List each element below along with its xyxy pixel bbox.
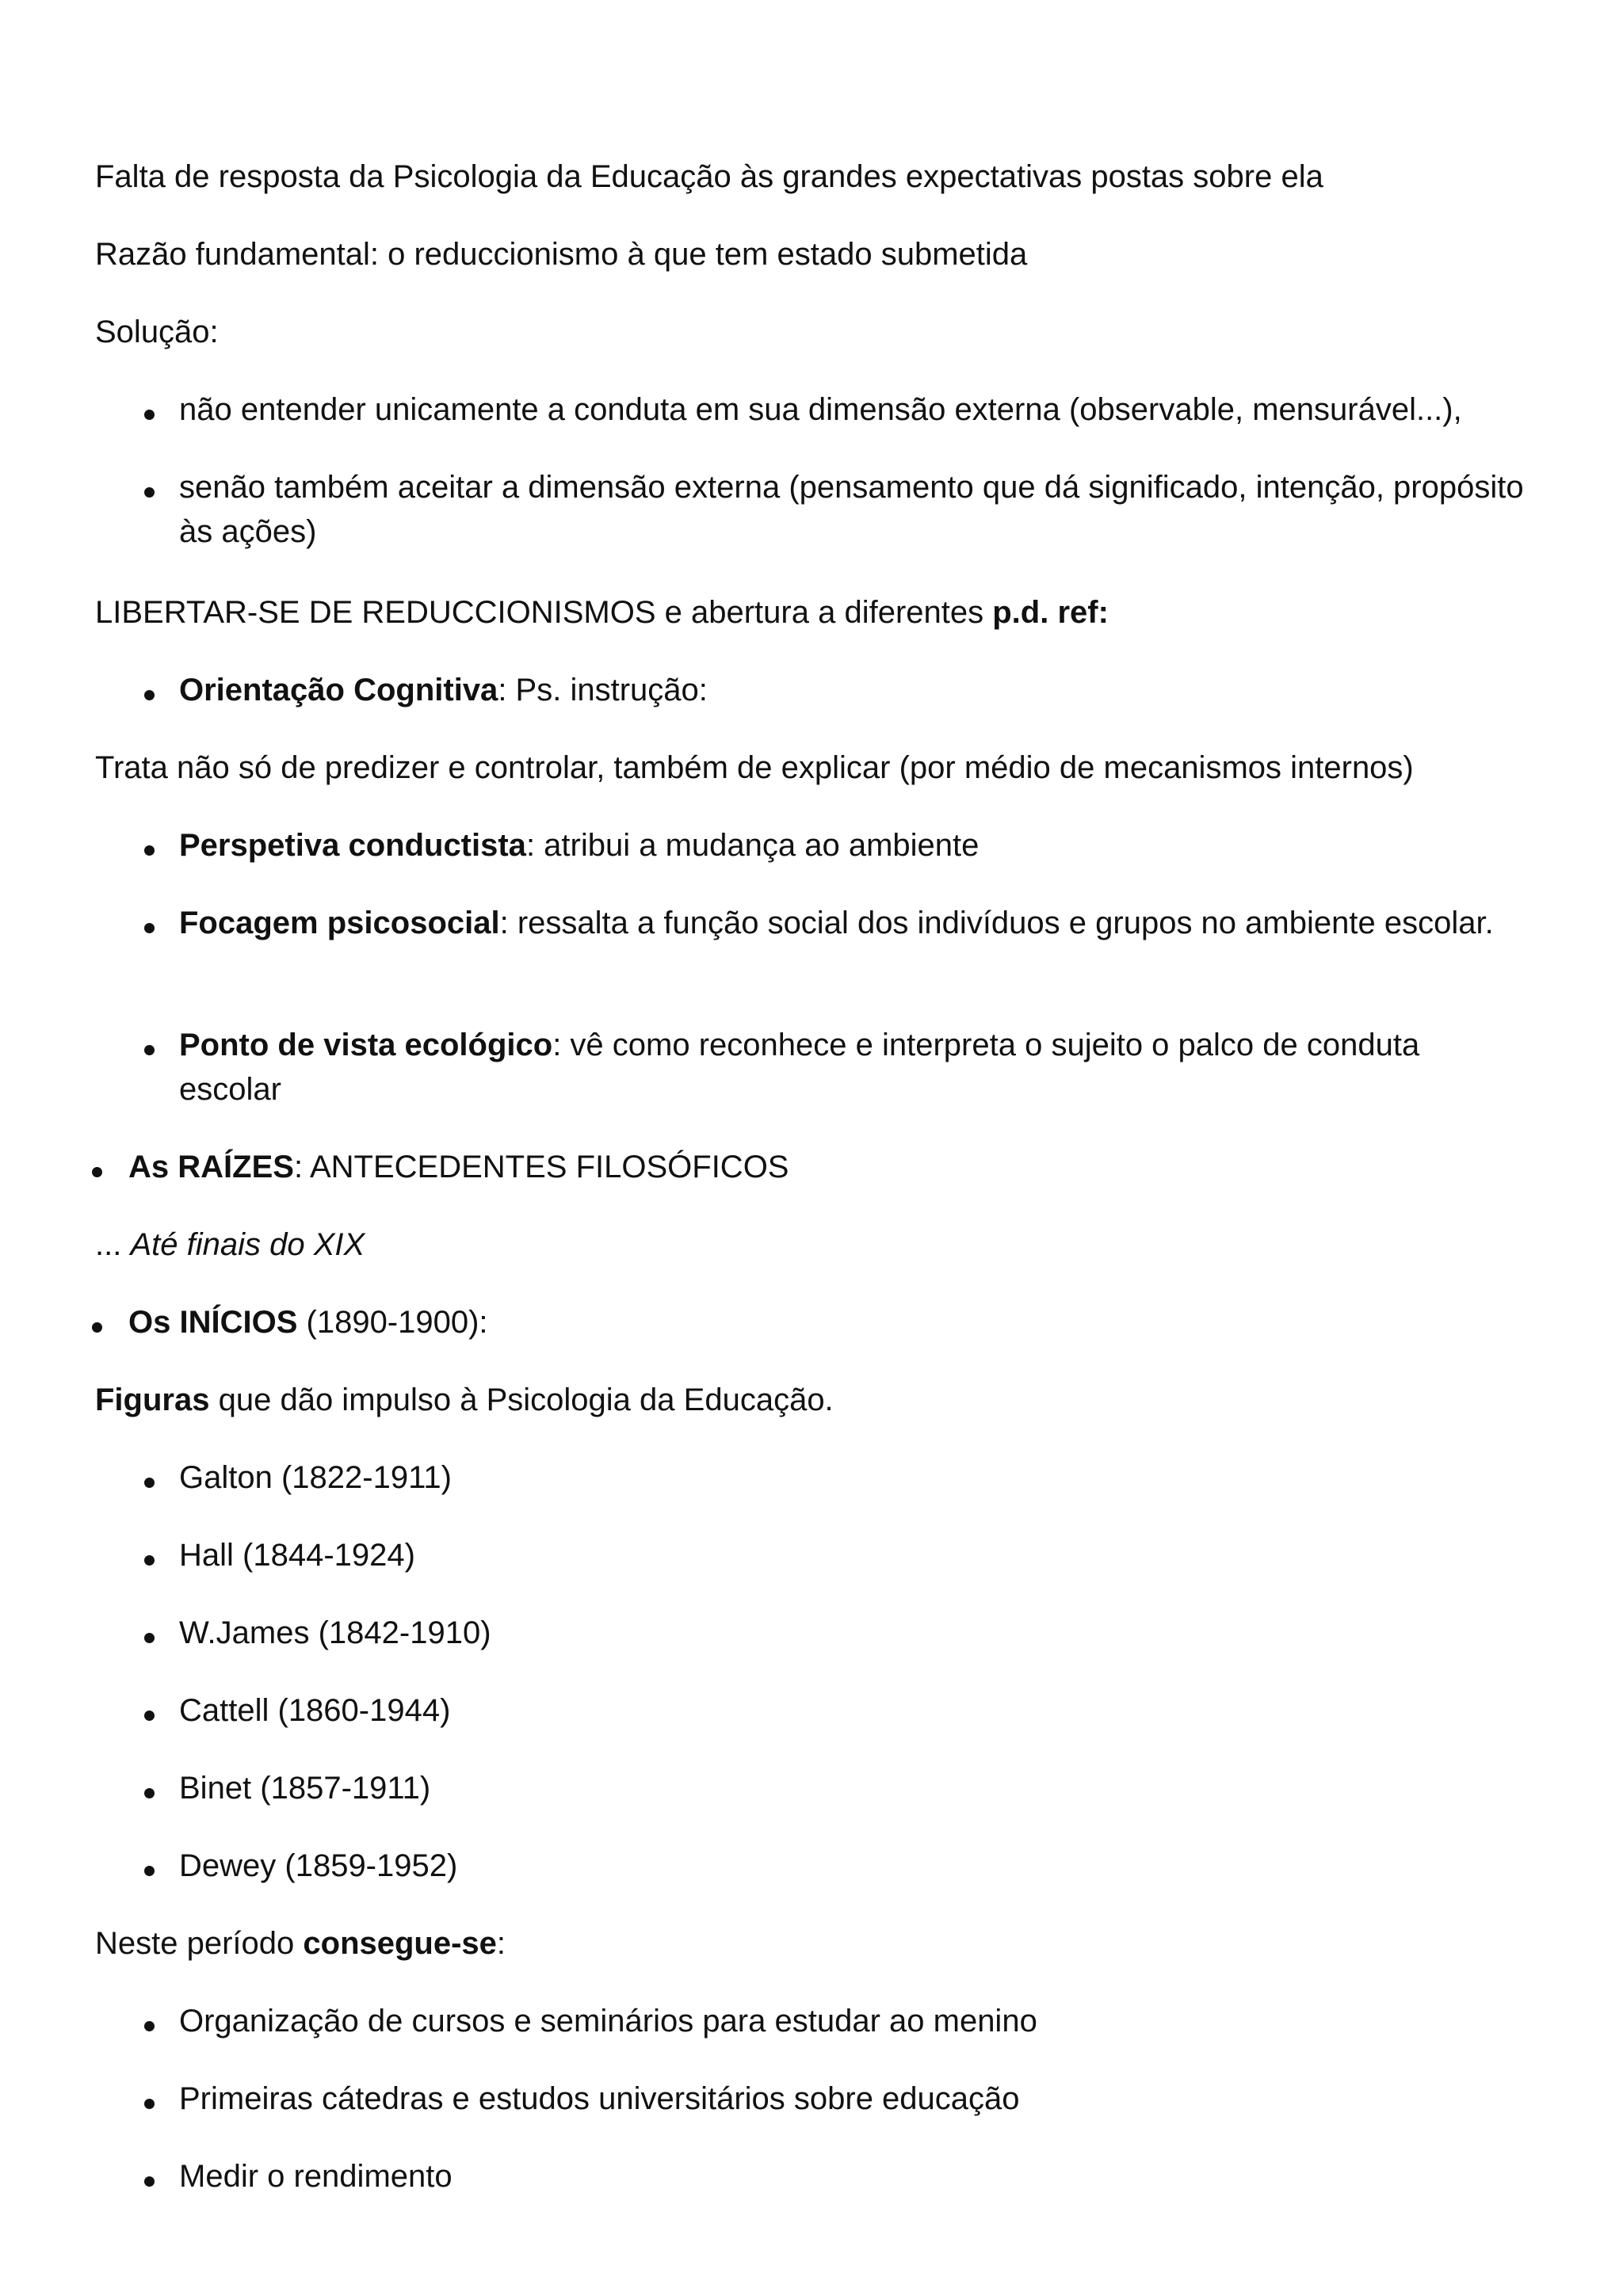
bullet-icon bbox=[144, 1788, 155, 1798]
bullet-icon bbox=[144, 1711, 155, 1721]
bullet-icon bbox=[144, 2099, 155, 2109]
solution-item-2: senão também aceitar a dimensão externa (pensamento que dá significado, intenção, propósito às ações) bbox=[179, 470, 1524, 549]
bullet-icon bbox=[92, 1322, 102, 1333]
ate-prefix: ... bbox=[95, 1227, 131, 1262]
figure-item: W.James (1842-1910) bbox=[179, 1615, 491, 1650]
perspective-bold: Focagem psicosocial bbox=[179, 906, 500, 940]
figuras-line bbox=[95, 1378, 1537, 1422]
perspective-text: : vê como reconhece e interpreta o sujeito o palco de conduta escolar bbox=[179, 1028, 1420, 1107]
perspective-bold: Perspetiva conductista bbox=[179, 828, 526, 863]
bullet-icon bbox=[144, 2021, 155, 2031]
libertar-bold: p.d. ref: bbox=[992, 595, 1109, 630]
ate-line bbox=[95, 1222, 1537, 1267]
achievement-item: Organização de cursos e seminários para estudar ao menino bbox=[179, 2004, 1037, 2039]
figure-item: Dewey (1859-1952) bbox=[179, 1848, 458, 1883]
cognitiva-text: : Ps. instrução: bbox=[498, 673, 708, 707]
ate-italic: Até finais do XIX bbox=[130, 1227, 365, 1262]
libertar-line bbox=[95, 590, 1537, 635]
bullet-icon bbox=[144, 1045, 155, 1055]
bullet-icon bbox=[92, 1167, 102, 1177]
neste-text: Neste período bbox=[95, 1926, 304, 1961]
raizes-item bbox=[128, 1145, 1571, 1189]
perspective-item-3 bbox=[179, 1023, 1526, 1112]
raizes-bold: As RAÍZES bbox=[128, 1150, 294, 1184]
bullet-icon bbox=[144, 2176, 155, 2187]
inicios-item bbox=[128, 1300, 1571, 1344]
bullet-icon bbox=[144, 487, 155, 498]
figuras-text: que dão impulso à Psicologia da Educação. bbox=[209, 1383, 834, 1417]
figure-item: Binet (1857-1911) bbox=[179, 1771, 431, 1806]
perspective-bold: Ponto de vista ecológico bbox=[179, 1028, 553, 1062]
neste-suffix: : bbox=[496, 1926, 506, 1961]
bullet-icon bbox=[144, 1633, 155, 1643]
bullet-icon bbox=[144, 1478, 155, 1488]
cognitiva-item bbox=[179, 668, 1526, 712]
neste-bold: consegue-se bbox=[303, 1926, 497, 1961]
solucao-label: Solução: bbox=[95, 315, 219, 349]
inicios-text: (1890-1900): bbox=[297, 1305, 488, 1340]
intro-line-2: Razão fundamental: o reduccionismo à que tem estado submetida bbox=[95, 237, 1028, 272]
perspective-item-2 bbox=[179, 901, 1526, 945]
bullet-icon bbox=[144, 410, 155, 420]
perspective-text: : ressalta a função social dos indivíduos e grupos no ambiente escolar. bbox=[499, 906, 1494, 940]
perspective-text: : atribui a mudança ao ambiente bbox=[525, 828, 980, 863]
raizes-text: : ANTECEDENTES FILOSÓFICOS bbox=[293, 1150, 789, 1184]
bullet-icon bbox=[144, 1866, 155, 1876]
bullet-icon bbox=[144, 690, 155, 700]
figuras-bold: Figuras bbox=[95, 1383, 210, 1417]
intro-line-1: Falta de resposta da Psicologia da Educação às grandes expectativas postas sobre ela bbox=[95, 159, 1323, 194]
figure-item: Galton (1822-1911) bbox=[179, 1460, 452, 1495]
bullet-icon bbox=[144, 1555, 155, 1566]
figure-item: Cattell (1860-1944) bbox=[179, 1693, 451, 1728]
bullet-icon bbox=[144, 845, 155, 856]
achievement-item: Medir o rendimento bbox=[179, 2159, 453, 2194]
figure-item: Hall (1844-1924) bbox=[179, 1538, 415, 1573]
solution-item-1: não entender unicamente a conduta em sua dimensão externa (observable, mensurável...), bbox=[179, 392, 1462, 427]
trata-line: Trata não só de predizer e controlar, também de explicar (por médio de mecanismos internos) bbox=[95, 750, 1414, 785]
libertar-text: LIBERTAR-SE DE REDUCCIONISMOS e abertura a diferentes bbox=[95, 595, 993, 630]
achievement-item: Primeiras cátedras e estudos universitários sobre educação bbox=[179, 2081, 1020, 2116]
perspective-item-1 bbox=[179, 823, 1526, 868]
neste-line bbox=[95, 1921, 1537, 1966]
inicios-bold: Os INÍCIOS bbox=[128, 1305, 298, 1340]
bullet-icon bbox=[144, 923, 155, 933]
cognitiva-bold: Orientação Cognitiva bbox=[179, 673, 498, 707]
